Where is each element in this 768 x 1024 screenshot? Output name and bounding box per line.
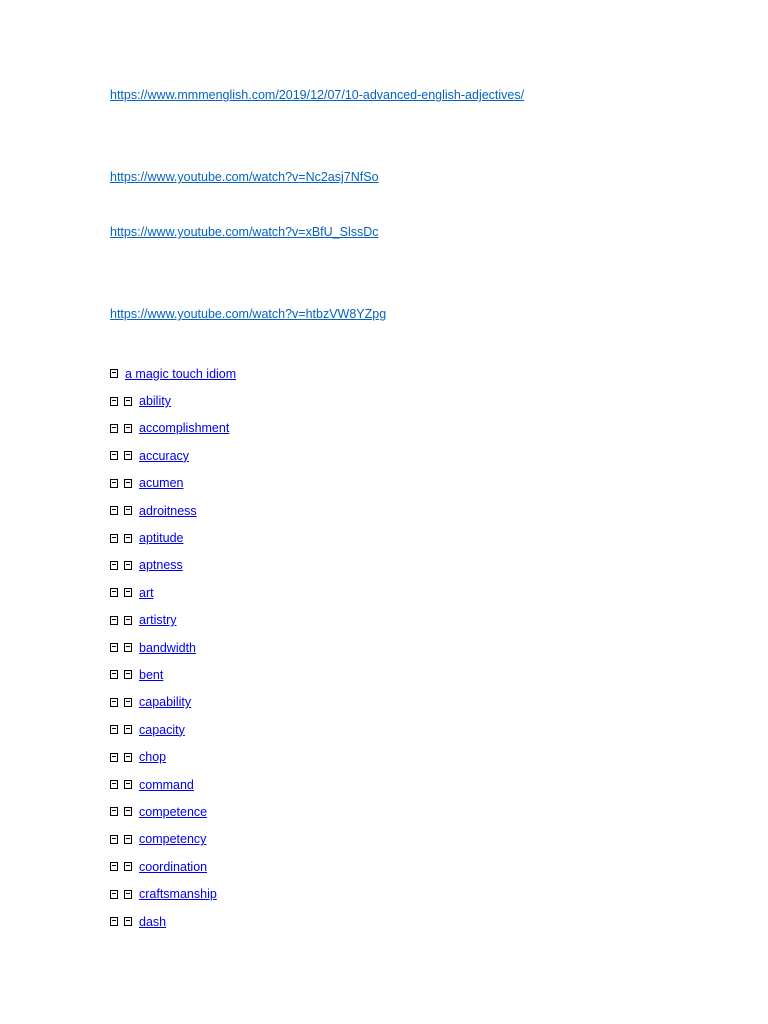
missing-glyph-box-icon xyxy=(124,670,132,679)
missing-glyph-box-icon xyxy=(110,698,118,707)
list-item xyxy=(110,880,236,907)
missing-glyph-box-icon xyxy=(110,479,118,488)
word-link[interactable]: coordination xyxy=(139,859,208,874)
missing-glyph-box-icon xyxy=(124,753,132,762)
missing-glyph-box-icon xyxy=(124,807,132,816)
missing-glyph-box-icon xyxy=(124,534,132,543)
missing-glyph-box-icon xyxy=(124,862,132,871)
synonym-word-list xyxy=(110,360,236,935)
missing-glyph-box-icon xyxy=(110,753,118,762)
missing-glyph-box-icon xyxy=(110,588,118,597)
missing-glyph-box-icon xyxy=(110,890,118,899)
url-link-youtube-2[interactable]: https://www.youtube.com/watch?v=xBfU_SlssDc xyxy=(110,225,379,239)
word-link[interactable]: bandwidth xyxy=(139,640,196,655)
missing-glyph-box-icon xyxy=(110,917,118,926)
missing-glyph-box-icon xyxy=(124,506,132,515)
word-link[interactable]: acumen xyxy=(139,476,184,491)
missing-glyph-box-icon xyxy=(124,643,132,652)
missing-glyph-box-icon xyxy=(124,917,132,926)
list-item xyxy=(110,442,236,469)
missing-glyph-box-icon xyxy=(124,451,132,460)
list-item xyxy=(110,853,236,880)
word-link[interactable]: artistry xyxy=(139,613,177,628)
word-link[interactable]: aptitude xyxy=(139,531,184,546)
list-item xyxy=(110,826,236,853)
missing-glyph-box-icon xyxy=(124,780,132,789)
list-item xyxy=(110,716,236,743)
missing-glyph-box-icon xyxy=(124,835,132,844)
missing-glyph-box-icon xyxy=(110,534,118,543)
list-item xyxy=(110,360,236,387)
missing-glyph-box-icon xyxy=(124,890,132,899)
word-link[interactable]: accuracy xyxy=(139,448,190,463)
url-link-youtube-1[interactable]: https://www.youtube.com/watch?v=Nc2asj7NfSo xyxy=(110,170,379,184)
list-item xyxy=(110,470,236,497)
word-link[interactable]: accomplishment xyxy=(139,421,230,436)
list-item xyxy=(110,634,236,661)
word-link[interactable]: capacity xyxy=(139,722,185,737)
list-item xyxy=(110,524,236,551)
list-item xyxy=(110,497,236,524)
word-link[interactable]: craftsmanship xyxy=(139,887,217,902)
missing-glyph-box-icon xyxy=(124,424,132,433)
word-link[interactable]: ability xyxy=(139,394,171,409)
missing-glyph-box-icon xyxy=(124,698,132,707)
missing-glyph-box-icon xyxy=(110,506,118,515)
missing-glyph-box-icon xyxy=(110,807,118,816)
list-item xyxy=(110,771,236,798)
word-link[interactable]: competency xyxy=(139,832,207,847)
missing-glyph-box-icon xyxy=(124,588,132,597)
list-item xyxy=(110,552,236,579)
missing-glyph-box-icon xyxy=(124,561,132,570)
missing-glyph-box-icon xyxy=(124,725,132,734)
missing-glyph-box-icon xyxy=(124,479,132,488)
list-item xyxy=(110,798,236,825)
missing-glyph-box-icon xyxy=(110,369,118,378)
list-item xyxy=(110,415,236,442)
word-link[interactable]: bent xyxy=(139,667,164,682)
word-link[interactable]: adroitness xyxy=(139,503,197,518)
missing-glyph-box-icon xyxy=(124,397,132,406)
word-link[interactable]: a magic touch idiom xyxy=(125,366,237,381)
missing-glyph-box-icon xyxy=(110,670,118,679)
word-link[interactable]: dash xyxy=(139,914,167,929)
missing-glyph-box-icon xyxy=(110,397,118,406)
word-link[interactable]: art xyxy=(139,585,154,600)
missing-glyph-box-icon xyxy=(110,451,118,460)
missing-glyph-box-icon xyxy=(110,616,118,625)
list-item xyxy=(110,661,236,688)
missing-glyph-box-icon xyxy=(124,616,132,625)
list-item xyxy=(110,607,236,634)
missing-glyph-box-icon xyxy=(110,835,118,844)
word-link[interactable]: aptness xyxy=(139,558,183,573)
list-item xyxy=(110,579,236,606)
list-item xyxy=(110,387,236,414)
url-link-youtube-3[interactable]: https://www.youtube.com/watch?v=htbzVW8YZpg xyxy=(110,307,387,321)
list-item xyxy=(110,908,236,935)
word-link[interactable]: command xyxy=(139,777,194,792)
word-link[interactable]: chop xyxy=(139,750,167,765)
missing-glyph-box-icon xyxy=(110,643,118,652)
list-item xyxy=(110,743,236,770)
missing-glyph-box-icon xyxy=(110,424,118,433)
word-link[interactable]: competence xyxy=(139,804,208,819)
missing-glyph-box-icon xyxy=(110,725,118,734)
list-item xyxy=(110,689,236,716)
word-link[interactable]: capability xyxy=(139,695,192,710)
url-link-mmmenglish[interactable]: https://www.mmmenglish.com/2019/12/07/10-advanced-english-adjectives/ xyxy=(110,88,525,102)
missing-glyph-box-icon xyxy=(110,561,118,570)
missing-glyph-box-icon xyxy=(110,780,118,789)
missing-glyph-box-icon xyxy=(110,862,118,871)
